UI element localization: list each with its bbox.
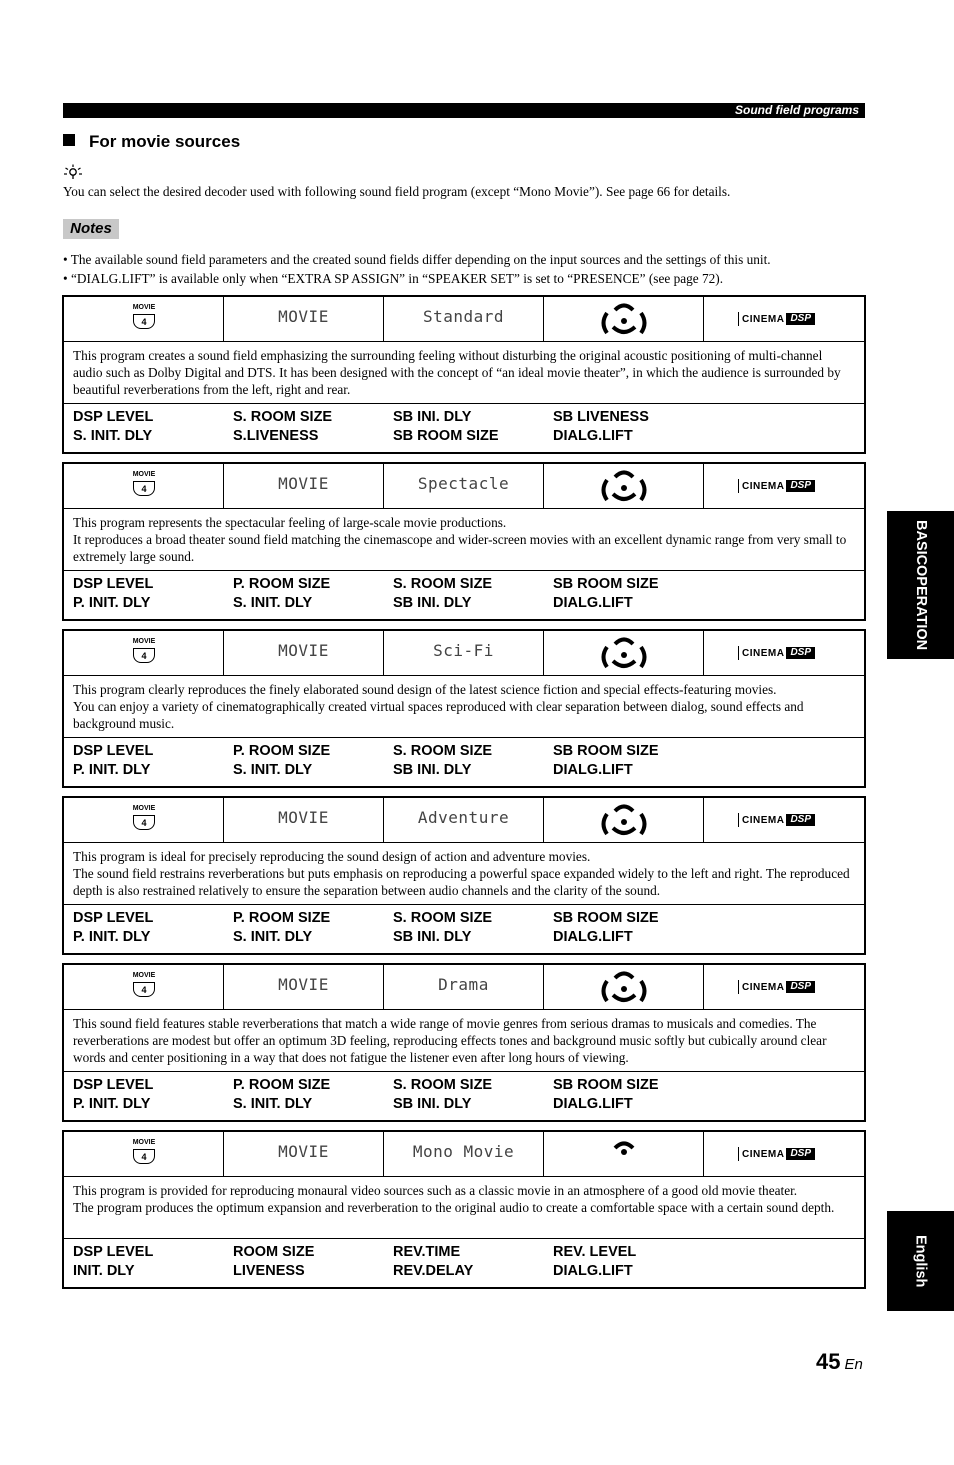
program-block (62, 295, 866, 454)
parameter-label: S. ROOM SIZE (393, 743, 493, 759)
note-item: • “DIALG.LIFT” is available only when “EXTRA SP ASSIGN” in “SPEAKER SET” is set to “PRESENCE” (see page 72). (63, 271, 724, 286)
program-header-row (64, 464, 864, 509)
program-header-row (64, 965, 864, 1010)
parameter-label: S.LIVENESS (233, 428, 319, 444)
parameter-label: S. INIT. DLY (233, 762, 313, 778)
program-block (62, 1130, 866, 1289)
logo-dsp-text: DSP (786, 1148, 815, 1160)
logo-dsp-text: DSP (786, 981, 815, 993)
parameter-label: SB ROOM SIZE (553, 1077, 659, 1093)
parameter-label: S. INIT. DLY (233, 595, 313, 611)
cinema-dsp-cell (704, 464, 864, 508)
cinema-dsp-logo (738, 980, 830, 994)
sound-field-icon (598, 1136, 650, 1172)
display-program-name: Adventure (384, 798, 544, 842)
description-paragraph: This program clearly reproduces the finely elaborated sound design of the latest science fiction and special effects-featuring movies. (73, 682, 777, 697)
program-block (62, 462, 866, 621)
program-block (62, 796, 866, 955)
parameter-label: SB ROOM SIZE (553, 910, 659, 926)
cinema-dsp-cell (704, 798, 864, 842)
logo-cinema-text: CINEMA (742, 480, 785, 492)
display-category: MOVIE (224, 297, 384, 341)
note-item: • The available sound field parameters and the created sound fields differ depending on the input sources and the settings of this unit. (63, 252, 771, 267)
page-language: En (844, 1356, 863, 1373)
parameter-label: DIALG.LIFT (553, 428, 633, 444)
badge-number: 4 (133, 648, 155, 663)
parameter-label: P. INIT. DLY (73, 595, 151, 611)
program-header-row (64, 297, 864, 342)
cinema-dsp-logo (738, 813, 830, 827)
description-paragraph: This sound field features stable reverberations that match a wide range of movie genres from serious dramas to musicals and comedies. The reverberations are modest but offer an optimum 3D feeling, reproducing effects tones and background music softly but cubically around clear words and center positioning in a way that does not fatigue the listener even after long hours of viewing. (73, 1016, 827, 1065)
badge-label: MOVIE (132, 972, 156, 979)
parameter-grid (64, 1072, 864, 1120)
logo-dsp-text: DSP (786, 480, 815, 492)
parameter-label: S. INIT. DLY (233, 1096, 313, 1112)
description-paragraph: The sound field restrains reverberations but puts emphasis on reproducing a powerful space expanded widely to the left and right. The reproduced depth is also restrained relatively to ensure the separation between audio channels and the clarity of the sound. (73, 866, 850, 898)
display-program-name: Drama (384, 965, 544, 1009)
running-header: Sound field programs (63, 103, 865, 118)
cinema-dsp-logo (738, 479, 830, 493)
parameter-label: SB ROOM SIZE (553, 576, 659, 592)
cinema-dsp-logo (738, 646, 830, 660)
movie-badge-icon (131, 638, 157, 663)
display-category: MOVIE (224, 1132, 384, 1176)
display-category: MOVIE (224, 631, 384, 675)
badge-number: 4 (133, 982, 155, 997)
parameter-label: S. ROOM SIZE (233, 409, 333, 425)
movie-badge-icon (131, 1139, 157, 1164)
side-tab-line: OPERATION (913, 565, 929, 651)
logo-dsp-text: DSP (786, 313, 815, 325)
parameter-grid (64, 404, 864, 452)
sound-field-cell (544, 1132, 704, 1176)
square-bullet-icon (63, 134, 75, 146)
parameter-label: S. ROOM SIZE (393, 1077, 493, 1093)
description-paragraph: This program creates a sound field emphasizing the surrounding feeling without disturbing the original acoustic positioning of multi-channel audio such as Dolby Digital and DTS. It has been designed with the concept of “an ideal movie theater”, in which the audience is surrounded by beautiful reverberations from the left, right and rear. (73, 348, 841, 397)
program-header-row (64, 631, 864, 676)
parameter-label: LIVENESS (233, 1263, 305, 1279)
badge-number: 4 (133, 481, 155, 496)
parameter-label: P. INIT. DLY (73, 929, 151, 945)
parameter-label: DSP LEVEL (73, 910, 154, 926)
parameter-label: DIALG.LIFT (553, 1096, 633, 1112)
logo-cinema-text: CINEMA (742, 981, 785, 993)
program-list (62, 295, 866, 1297)
parameter-label: REV. LEVEL (553, 1244, 637, 1260)
sound-field-icon (598, 969, 650, 1005)
description-paragraph: This program is ideal for precisely reproducing the sound design of action and adventure movies. (73, 849, 591, 864)
program-block (62, 629, 866, 788)
section-title-text: For movie sources (89, 132, 241, 151)
parameter-label: S. INIT. DLY (233, 929, 313, 945)
movie-badge-cell (64, 297, 224, 341)
parameter-label: DSP LEVEL (73, 1077, 154, 1093)
badge-number: 4 (133, 1149, 155, 1164)
parameter-label: DSP LEVEL (73, 409, 154, 425)
sound-field-icon (598, 635, 650, 671)
parameter-label: DSP LEVEL (73, 576, 154, 592)
logo-dsp-text: DSP (786, 814, 815, 826)
program-description (64, 843, 864, 905)
display-category: MOVIE (224, 798, 384, 842)
parameter-grid (64, 905, 864, 953)
parameter-label: DSP LEVEL (73, 743, 154, 759)
program-description (64, 676, 864, 738)
badge-number: 4 (133, 815, 155, 830)
badge-label: MOVIE (132, 805, 156, 812)
sound-field-icon (598, 802, 650, 838)
lightbulb-tip-icon (63, 164, 83, 180)
parameter-label: SB INI. DLY (393, 1096, 472, 1112)
parameter-label: P. INIT. DLY (73, 1096, 151, 1112)
cinema-dsp-cell (704, 1132, 864, 1176)
sound-field-cell (544, 631, 704, 675)
parameter-label: P. ROOM SIZE (233, 743, 331, 759)
cinema-dsp-cell (704, 297, 864, 341)
logo-cinema-text: CINEMA (742, 647, 785, 659)
parameter-label: DIALG.LIFT (553, 762, 633, 778)
movie-badge-icon (131, 471, 157, 496)
program-header-row (64, 1132, 864, 1177)
parameter-label: P. INIT. DLY (73, 762, 151, 778)
parameter-label: INIT. DLY (73, 1263, 135, 1279)
parameter-label: ROOM SIZE (233, 1244, 315, 1260)
parameter-grid (64, 738, 864, 786)
parameter-label: S. INIT. DLY (73, 428, 153, 444)
badge-label: MOVIE (132, 1139, 156, 1146)
parameter-label: P. ROOM SIZE (233, 576, 331, 592)
tip-text: You can select the desired decoder used with following sound field program (except “Mono Movie”). See page 66 for details. (63, 184, 731, 199)
cinema-dsp-cell (704, 965, 864, 1009)
cinema-dsp-logo (738, 312, 830, 326)
parameter-label: REV.DELAY (393, 1263, 474, 1279)
sound-field-cell (544, 798, 704, 842)
logo-cinema-text: CINEMA (742, 1148, 785, 1160)
display-program-name: Spectacle (384, 464, 544, 508)
sound-field-icon (598, 301, 650, 337)
parameter-label: SB ROOM SIZE (393, 428, 499, 444)
sound-field-cell (544, 297, 704, 341)
side-tab-english: English (887, 1211, 954, 1311)
program-block (62, 963, 866, 1122)
sound-field-cell (544, 965, 704, 1009)
description-paragraph: It reproduces a broad theater sound field matching the cinemascope and wider-screen movies with an excellent dynamic range from very small to extremely large sound. (73, 532, 847, 564)
sound-field-cell (544, 464, 704, 508)
page-number-value: 45 (816, 1349, 841, 1374)
badge-label: MOVIE (132, 638, 156, 645)
parameter-label: S. ROOM SIZE (393, 576, 493, 592)
notes-list (63, 250, 863, 288)
cinema-dsp-logo (738, 1147, 830, 1161)
cinema-dsp-cell (704, 631, 864, 675)
parameter-label: SB LIVENESS (553, 409, 649, 425)
display-category: MOVIE (224, 965, 384, 1009)
movie-badge-icon (131, 972, 157, 997)
program-header-row (64, 798, 864, 843)
badge-number: 4 (133, 314, 155, 329)
movie-badge-icon (131, 304, 157, 329)
parameter-label: DSP LEVEL (73, 1244, 154, 1260)
parameter-label: P. ROOM SIZE (233, 910, 331, 926)
movie-badge-icon (131, 805, 157, 830)
program-description (64, 1010, 864, 1072)
description-paragraph: This program represents the spectacular feeling of large-scale movie productions. (73, 515, 507, 530)
movie-badge-cell (64, 631, 224, 675)
badge-label: MOVIE (132, 471, 156, 478)
description-paragraph: The program produces the optimum expansion and reverberation to the original audio to create a comfortable space with a certain sound depth. (73, 1200, 835, 1215)
parameter-label: DIALG.LIFT (553, 929, 633, 945)
display-program-name: Mono Movie (384, 1132, 544, 1176)
parameter-label: REV.TIME (393, 1244, 461, 1260)
description-paragraph: You can enjoy a variety of cinematographically created virtual spaces reproduced with clear separation between dialog, sound effects and background music. (73, 699, 804, 731)
display-program-name: Standard (384, 297, 544, 341)
notes-label: Notes (63, 219, 119, 239)
parameter-label: DIALG.LIFT (553, 595, 633, 611)
logo-cinema-text: CINEMA (742, 313, 785, 325)
logo-dsp-text: DSP (786, 647, 815, 659)
section-title (63, 132, 240, 152)
program-description (64, 1177, 864, 1239)
badge-label: MOVIE (132, 304, 156, 311)
parameter-label: P. ROOM SIZE (233, 1077, 331, 1093)
parameter-label: SB INI. DLY (393, 762, 472, 778)
sound-field-icon (598, 468, 650, 504)
program-description (64, 342, 864, 404)
logo-cinema-text: CINEMA (742, 814, 785, 826)
parameter-label: SB ROOM SIZE (553, 743, 659, 759)
movie-badge-cell (64, 798, 224, 842)
movie-badge-cell (64, 965, 224, 1009)
display-program-name: Sci-Fi (384, 631, 544, 675)
page-number (816, 1349, 863, 1375)
program-description (64, 509, 864, 571)
parameter-label: DIALG.LIFT (553, 1263, 633, 1279)
parameter-label: SB INI. DLY (393, 595, 472, 611)
display-category: MOVIE (224, 464, 384, 508)
side-tab-line: BASIC (913, 519, 929, 565)
parameter-label: SB INI. DLY (393, 929, 472, 945)
parameter-label: S. ROOM SIZE (393, 910, 493, 926)
movie-badge-cell (64, 464, 224, 508)
parameter-grid (64, 1239, 864, 1287)
parameter-label: SB INI. DLY (393, 409, 472, 425)
description-paragraph: This program is provided for reproducing monaural video sources such as a classic movie in an atmosphere of a good old movie theater. (73, 1183, 798, 1198)
movie-badge-cell (64, 1132, 224, 1176)
parameter-grid (64, 571, 864, 619)
side-tab-basic-operation (887, 511, 954, 659)
